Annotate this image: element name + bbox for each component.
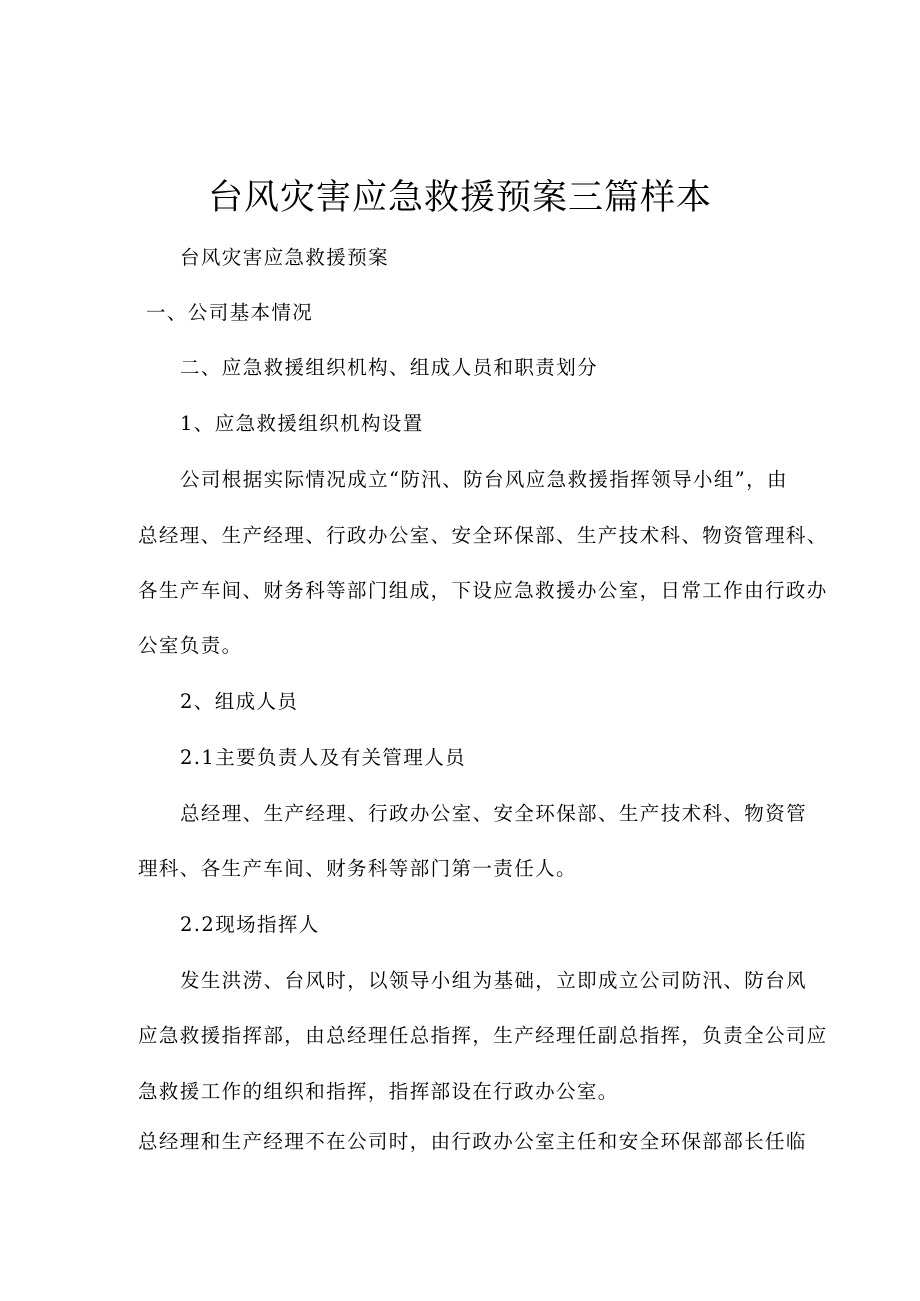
paragraph-line: 各生产车间、财务科等部门组成，下设应急救援办公室，日常工作由行政办 xyxy=(138,579,828,602)
paragraph-line: 公室负责。 xyxy=(138,634,243,657)
section-heading-1: 一、公司基本情况 xyxy=(146,301,314,324)
paragraph-line: 理科、各生产车间、财务科等部门第一责任人。 xyxy=(138,857,577,880)
paragraph-line: 发生洪涝、台风时，以领导小组为基础，立即成立公司防汛、防台风 xyxy=(180,969,808,992)
subsection-heading-2-1: 2.1主要负责人及有关管理人员 xyxy=(180,746,467,769)
paragraph-line: 总经理和生产经理不在公司时，由行政办公室主任和安全环保部部长任临 xyxy=(138,1130,807,1153)
subsection-heading-2: 2、组成人员 xyxy=(180,690,299,713)
paragraph-line: 急救援工作的组织和指挥，指挥部设在行政办公室。 xyxy=(138,1080,619,1103)
document-title: 台风灾害应急救援预案三篇样本 xyxy=(207,178,712,218)
subtitle-line: 台风灾害应急救援预案 xyxy=(180,246,390,269)
paragraph-line: 应急救援指挥部，由总经理任总指挥，生产经理任副总指挥，负责全公司应 xyxy=(138,1024,828,1047)
paragraph-line: 总经理、生产经理、行政办公室、安全环保部、生产技术科、物资管理科、 xyxy=(138,524,828,547)
subsection-heading-1: 1、应急救援组织机构设置 xyxy=(180,412,424,435)
paragraph-line: 总经理、生产经理、行政办公室、安全环保部、生产技术科、物资管 xyxy=(180,802,808,825)
subsection-heading-2-2: 2.2现场指挥人 xyxy=(180,913,320,936)
section-heading-2: 二、应急救援组织机构、组成人员和职责划分 xyxy=(180,356,599,379)
paragraph-line: 公司根据实际情况成立“防汛、防台风应急救援指挥领导小组”，由 xyxy=(180,468,788,491)
